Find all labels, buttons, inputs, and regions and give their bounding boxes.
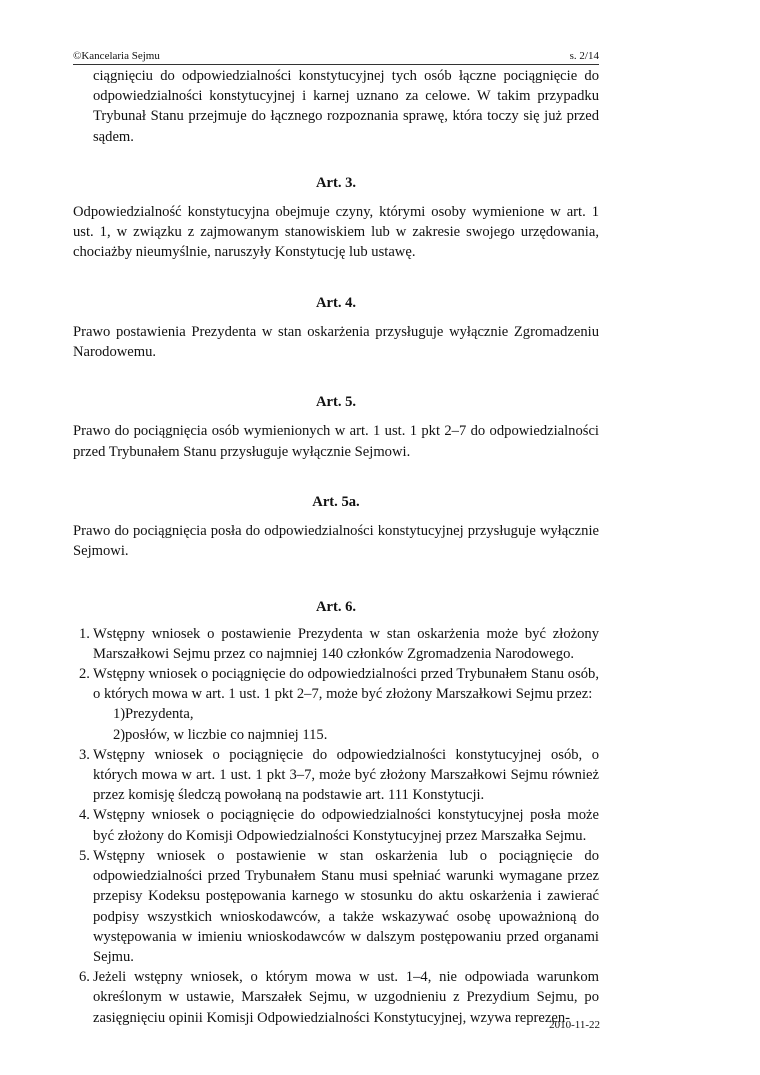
item-text: Wstępny wniosek o postawienie w stan oskarżenia lub o pociągnięcie do odpowiedzialności przed Trybunałem Stanu musi spełniać warunki wymagane przez przepisy Kodeksu postępowania karnego w stosunku do aktu oskarżenia i zawierać podpisy wszystkich wnioskodawców, a także wskazywać osobę upoważnioną do występowania w imieniu wnioskodawców w dalszym postępowaniu przed organami Sejmu.: [93, 847, 599, 965]
sub-item-number: 1): [113, 706, 126, 723]
art-5-text: Prawo do pociągnięcia osób wymienionych w art. 1 ust. 1 pkt 2–7 do odpowiedzialności przed Trybunałem Stanu przysługuje wyłącznie Sejmowi.: [73, 423, 599, 460]
list-item: [73, 664, 599, 745]
art-3-text: Odpowiedzialność konstytucyjna obejmuje czyny, którymi osoby wymienione w art. 1 ust. 1, w związku z zajmowanym stanowiskiem lub w zakresie swojego urzędowania, chociażby nieumyślnie, naruszyły Konstytucję lub ustawę.: [73, 204, 599, 261]
item-text: Wstępny wniosek o postawienie Prezydenta w stan oskarżenia może być złożony Marszałkowi Sejmu przez co najmniej 140 członków Zgromadzenia Narodowego.: [93, 625, 599, 662]
item-text: Jeżeli wstępny wniosek, o którym mowa w ust. 1–4, nie odpowiada warunkom określonym w ustawie, Marszałek Sejmu, w uzgodnieniu z Prezydium Sejmu, po zasięgnięciu opinii Komisji Odpowiedzialności Konstytucyjnej, wzywa reprezen-: [93, 969, 599, 1026]
art-4-text: Prawo postawienia Prezydenta w stan oskarżenia przysługuje wyłącznie Zgromadzeniu Narodowemu.: [73, 323, 599, 361]
list-item: [73, 805, 599, 845]
document-body: [73, 66, 599, 1028]
item-text: Wstępny wniosek o pociągnięcie do odpowiedzialności konstytucyjnej osób, o których mowa w art. 1 ust. 1 pkt 3–7, może być złożony Marszałkowi Sejmu również przez komisję śledczą powołaną na podstawie art. 111 Konstytucji.: [93, 746, 599, 804]
item-text: Wstępny wniosek o pociągnięcie do odpowiedzialności konstytucyjnej posła może być złożony do Komisji Odpowiedzialności Konstytucyjnej przez Marszałka Sejmu.: [93, 807, 599, 844]
sub-item-text: Prezydenta,: [125, 706, 194, 723]
item-number: 1.: [79, 625, 90, 642]
sub-list: [93, 704, 599, 744]
art-6-heading: Art. 6.: [315, 599, 357, 616]
sub-item: [107, 704, 599, 724]
continuation-paragraph: ciągnięciu do odpowiedzialności konstytucyjnej tych osób łączne pociągnięcie do odpowiedzialności konstytucyjnej i karnej uznano za celowe. W takim przypadku Trybunał Stanu przejmuje do łącznego rozpoznania sprawę, która toczy się już przed sądem.: [93, 68, 599, 145]
list-item: [73, 846, 599, 967]
list-item: [73, 624, 599, 664]
list-item: [73, 967, 599, 1028]
art-3-heading: Art. 3.: [315, 174, 357, 191]
footer-date: 2010-11-22: [549, 1019, 600, 1031]
sub-item-number: 2): [113, 726, 126, 743]
art-6-list: [73, 624, 599, 1028]
header-publisher: ©Kancelaria Sejmu: [73, 50, 160, 62]
item-number: 6.: [79, 969, 90, 986]
art-5-heading: Art. 5.: [315, 394, 357, 411]
item-number: 5.: [79, 847, 90, 864]
list-item: [73, 745, 599, 806]
item-number: 3.: [79, 746, 90, 763]
sub-item: [107, 725, 599, 745]
sub-item-text: posłów, w liczbie co najmniej 115.: [125, 726, 328, 743]
header-page-number: s. 2/14: [569, 50, 599, 62]
art-5a-text: Prawo do pociągnięcia posła do odpowiedzialności konstytucyjnej przysługuje wyłącznie Sejmowi.: [73, 523, 599, 560]
art-5a-heading: Art. 5a.: [312, 493, 360, 510]
item-number: 2.: [79, 666, 90, 683]
item-number: 4.: [79, 807, 90, 824]
item-text: Wstępny wniosek o pociągnięcie do odpowiedzialności przed Trybunałem Stanu osób, o których mowa w art. 1 ust. 1 pkt 2–7, może być złożony Marszałkowi Sejmu przez:: [93, 666, 599, 703]
page-header: [73, 50, 599, 65]
art-4-heading: Art. 4.: [315, 294, 357, 311]
